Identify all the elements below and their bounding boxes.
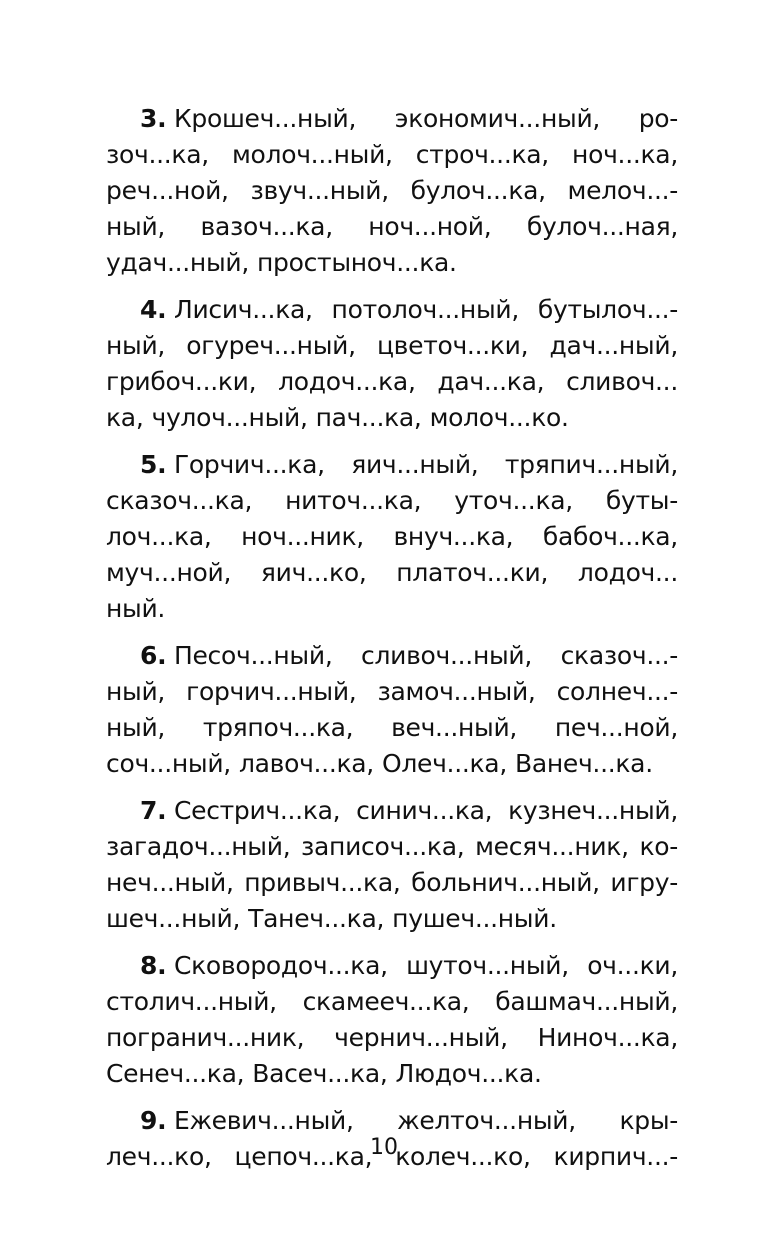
word: булоч...ка, <box>410 176 546 205</box>
word: Крошеч...ный, <box>173 104 357 133</box>
word: сказоч...ка, <box>106 486 253 515</box>
exercise-text <box>106 101 678 1186</box>
first-word-group <box>140 292 313 328</box>
word: буты- <box>605 486 678 515</box>
word: сливоч...ный, <box>361 641 533 670</box>
word: зоч...ка, <box>106 140 209 169</box>
text-line <box>106 137 678 173</box>
page-number: 10 <box>370 1135 398 1160</box>
text-line <box>106 400 678 436</box>
word: ниточ...ка, <box>285 486 422 515</box>
exercise-number: 6. <box>140 641 167 670</box>
word: Сестрич...ка, <box>173 796 341 825</box>
word: внуч...ка, <box>393 522 514 551</box>
word: ный, <box>106 677 166 706</box>
word: ноч...ник, <box>241 522 364 551</box>
word: цепоч...ка, <box>234 1142 373 1171</box>
word: лавоч...ка, <box>238 749 374 778</box>
text-line <box>106 948 678 984</box>
exercise-number: 8. <box>140 951 167 980</box>
word: столич...ный, <box>106 987 277 1016</box>
word: игру- <box>610 868 678 897</box>
word: Ниноч...ка, <box>537 1023 678 1052</box>
word: башмач...ный, <box>495 987 678 1016</box>
word: ный. <box>106 594 166 623</box>
word: огуреч...ный, <box>186 331 356 360</box>
text-line <box>106 1056 678 1092</box>
word: тряпоч...ка, <box>202 713 354 742</box>
word: погранич...ник, <box>106 1023 305 1052</box>
word: шеч...ный, <box>106 904 241 933</box>
text-line <box>106 829 678 865</box>
exercise-6 <box>106 638 678 782</box>
word: замоч...ный, <box>377 677 536 706</box>
text-line <box>106 793 678 829</box>
word: Горчич...ка, <box>173 450 325 479</box>
word: солнеч...- <box>556 677 678 706</box>
text-line <box>106 364 678 400</box>
word: ро- <box>638 104 678 133</box>
word: удач...ный, <box>106 248 249 277</box>
word: потолоч...ный, <box>331 295 519 324</box>
text-line <box>106 901 678 937</box>
word: дач...ный, <box>549 331 678 360</box>
word: ный, <box>106 713 166 742</box>
text-line <box>106 555 678 591</box>
text-line <box>106 447 678 483</box>
word: кры- <box>619 1106 678 1135</box>
word: реч...ной, <box>106 176 229 205</box>
word: лодоч... <box>577 558 678 587</box>
word: месяч...ник, <box>475 832 629 861</box>
word: цветоч...ки, <box>376 331 529 360</box>
word: пач...ка, <box>315 403 422 432</box>
word: колеч...ко, <box>395 1142 531 1171</box>
word: кузнеч...ный, <box>508 796 678 825</box>
word: молоч...ко. <box>429 403 569 432</box>
text-line <box>106 101 678 137</box>
word: яич...ко, <box>260 558 367 587</box>
word: больнич...ный, <box>411 868 600 897</box>
word: булоч...ная, <box>526 212 678 241</box>
word: бабоч...ка, <box>542 522 678 551</box>
word: грибоч...ки, <box>106 367 257 396</box>
exercise-number: 7. <box>140 796 167 825</box>
word: строч...ка, <box>415 140 549 169</box>
word: леч...ко, <box>106 1142 212 1171</box>
word: оч...ки, <box>587 951 678 980</box>
text-line <box>106 173 678 209</box>
word: ноч...ной, <box>368 212 492 241</box>
exercise-3 <box>106 101 678 281</box>
word: экономич...ный, <box>394 104 601 133</box>
word: неч...ный, <box>106 868 234 897</box>
word: сливоч... <box>566 367 678 396</box>
word: ный, <box>106 212 166 241</box>
word: ка, <box>106 403 144 432</box>
word: простыноч...ка. <box>257 248 457 277</box>
word: вазоч...ка, <box>200 212 333 241</box>
text-line <box>106 674 678 710</box>
exercise-number: 3. <box>140 104 167 133</box>
word: шуточ...ный, <box>406 951 569 980</box>
word: Ванеч...ка. <box>514 749 653 778</box>
first-word-group <box>140 638 332 674</box>
word: веч...ный, <box>391 713 518 742</box>
word: лодоч...ка, <box>278 367 416 396</box>
word: желточ...ный, <box>397 1106 576 1135</box>
exercise-5 <box>106 447 678 627</box>
exercise-number: 9. <box>140 1106 167 1135</box>
first-word-group <box>140 793 340 829</box>
word: яич...ный, <box>351 450 479 479</box>
word: пушеч...ный. <box>392 904 557 933</box>
word: бутылоч...- <box>537 295 678 324</box>
text-line <box>106 209 678 245</box>
word: соч...ный, <box>106 749 231 778</box>
word: чернич...ный, <box>334 1023 508 1052</box>
word: печ...ной, <box>554 713 678 742</box>
word: муч...ной, <box>106 558 232 587</box>
first-word-group <box>140 447 325 483</box>
word: ноч...ка, <box>572 140 678 169</box>
word: Танеч...ка, <box>248 904 385 933</box>
word: горчич...ный, <box>186 677 357 706</box>
word: тряпич...ный, <box>504 450 678 479</box>
word: лоч...ка, <box>106 522 212 551</box>
word: привыч...ка, <box>244 868 401 897</box>
exercise-number: 4. <box>140 295 167 324</box>
exercise-7 <box>106 793 678 937</box>
text-line <box>106 865 678 901</box>
word: Лисич...ка, <box>173 295 313 324</box>
word: загадоч...ный, <box>106 832 291 861</box>
text-line <box>106 519 678 555</box>
exercise-4 <box>106 292 678 436</box>
word: Сенеч...ка, <box>106 1059 245 1088</box>
word: синич...ка, <box>356 796 493 825</box>
text-line <box>106 1020 678 1056</box>
word: Ежевич...ный, <box>173 1106 354 1135</box>
word: Сковородоч...ка, <box>173 951 388 980</box>
word: кирпич...- <box>553 1142 678 1171</box>
word: уточ...ка, <box>454 486 573 515</box>
word: Васеч...ка, <box>252 1059 388 1088</box>
text-line <box>106 328 678 364</box>
text-line <box>106 984 678 1020</box>
word: дач...ка, <box>437 367 545 396</box>
word: платоч...ки, <box>396 558 549 587</box>
text-line <box>106 483 678 519</box>
text-line <box>106 638 678 674</box>
word: молоч...ный, <box>231 140 393 169</box>
exercise-number: 5. <box>140 450 167 479</box>
text-line <box>106 746 678 782</box>
word: чулоч...ный, <box>151 403 308 432</box>
word: звуч...ный, <box>250 176 389 205</box>
word: Песоч...ный, <box>173 641 333 670</box>
text-line <box>106 245 678 281</box>
word: Людоч...ка. <box>395 1059 542 1088</box>
word: Олеч...ка, <box>381 749 507 778</box>
first-word-group <box>140 948 388 984</box>
text-line <box>106 710 678 746</box>
text-line <box>106 591 678 627</box>
word: скамееч...ка, <box>302 987 470 1016</box>
word: мелоч...- <box>567 176 678 205</box>
word: сказоч...- <box>560 641 678 670</box>
first-word-group <box>140 101 356 137</box>
text-line <box>106 292 678 328</box>
word: ко- <box>639 832 678 861</box>
exercise-8 <box>106 948 678 1092</box>
word: ный, <box>106 331 166 360</box>
word: записоч...ка, <box>301 832 465 861</box>
